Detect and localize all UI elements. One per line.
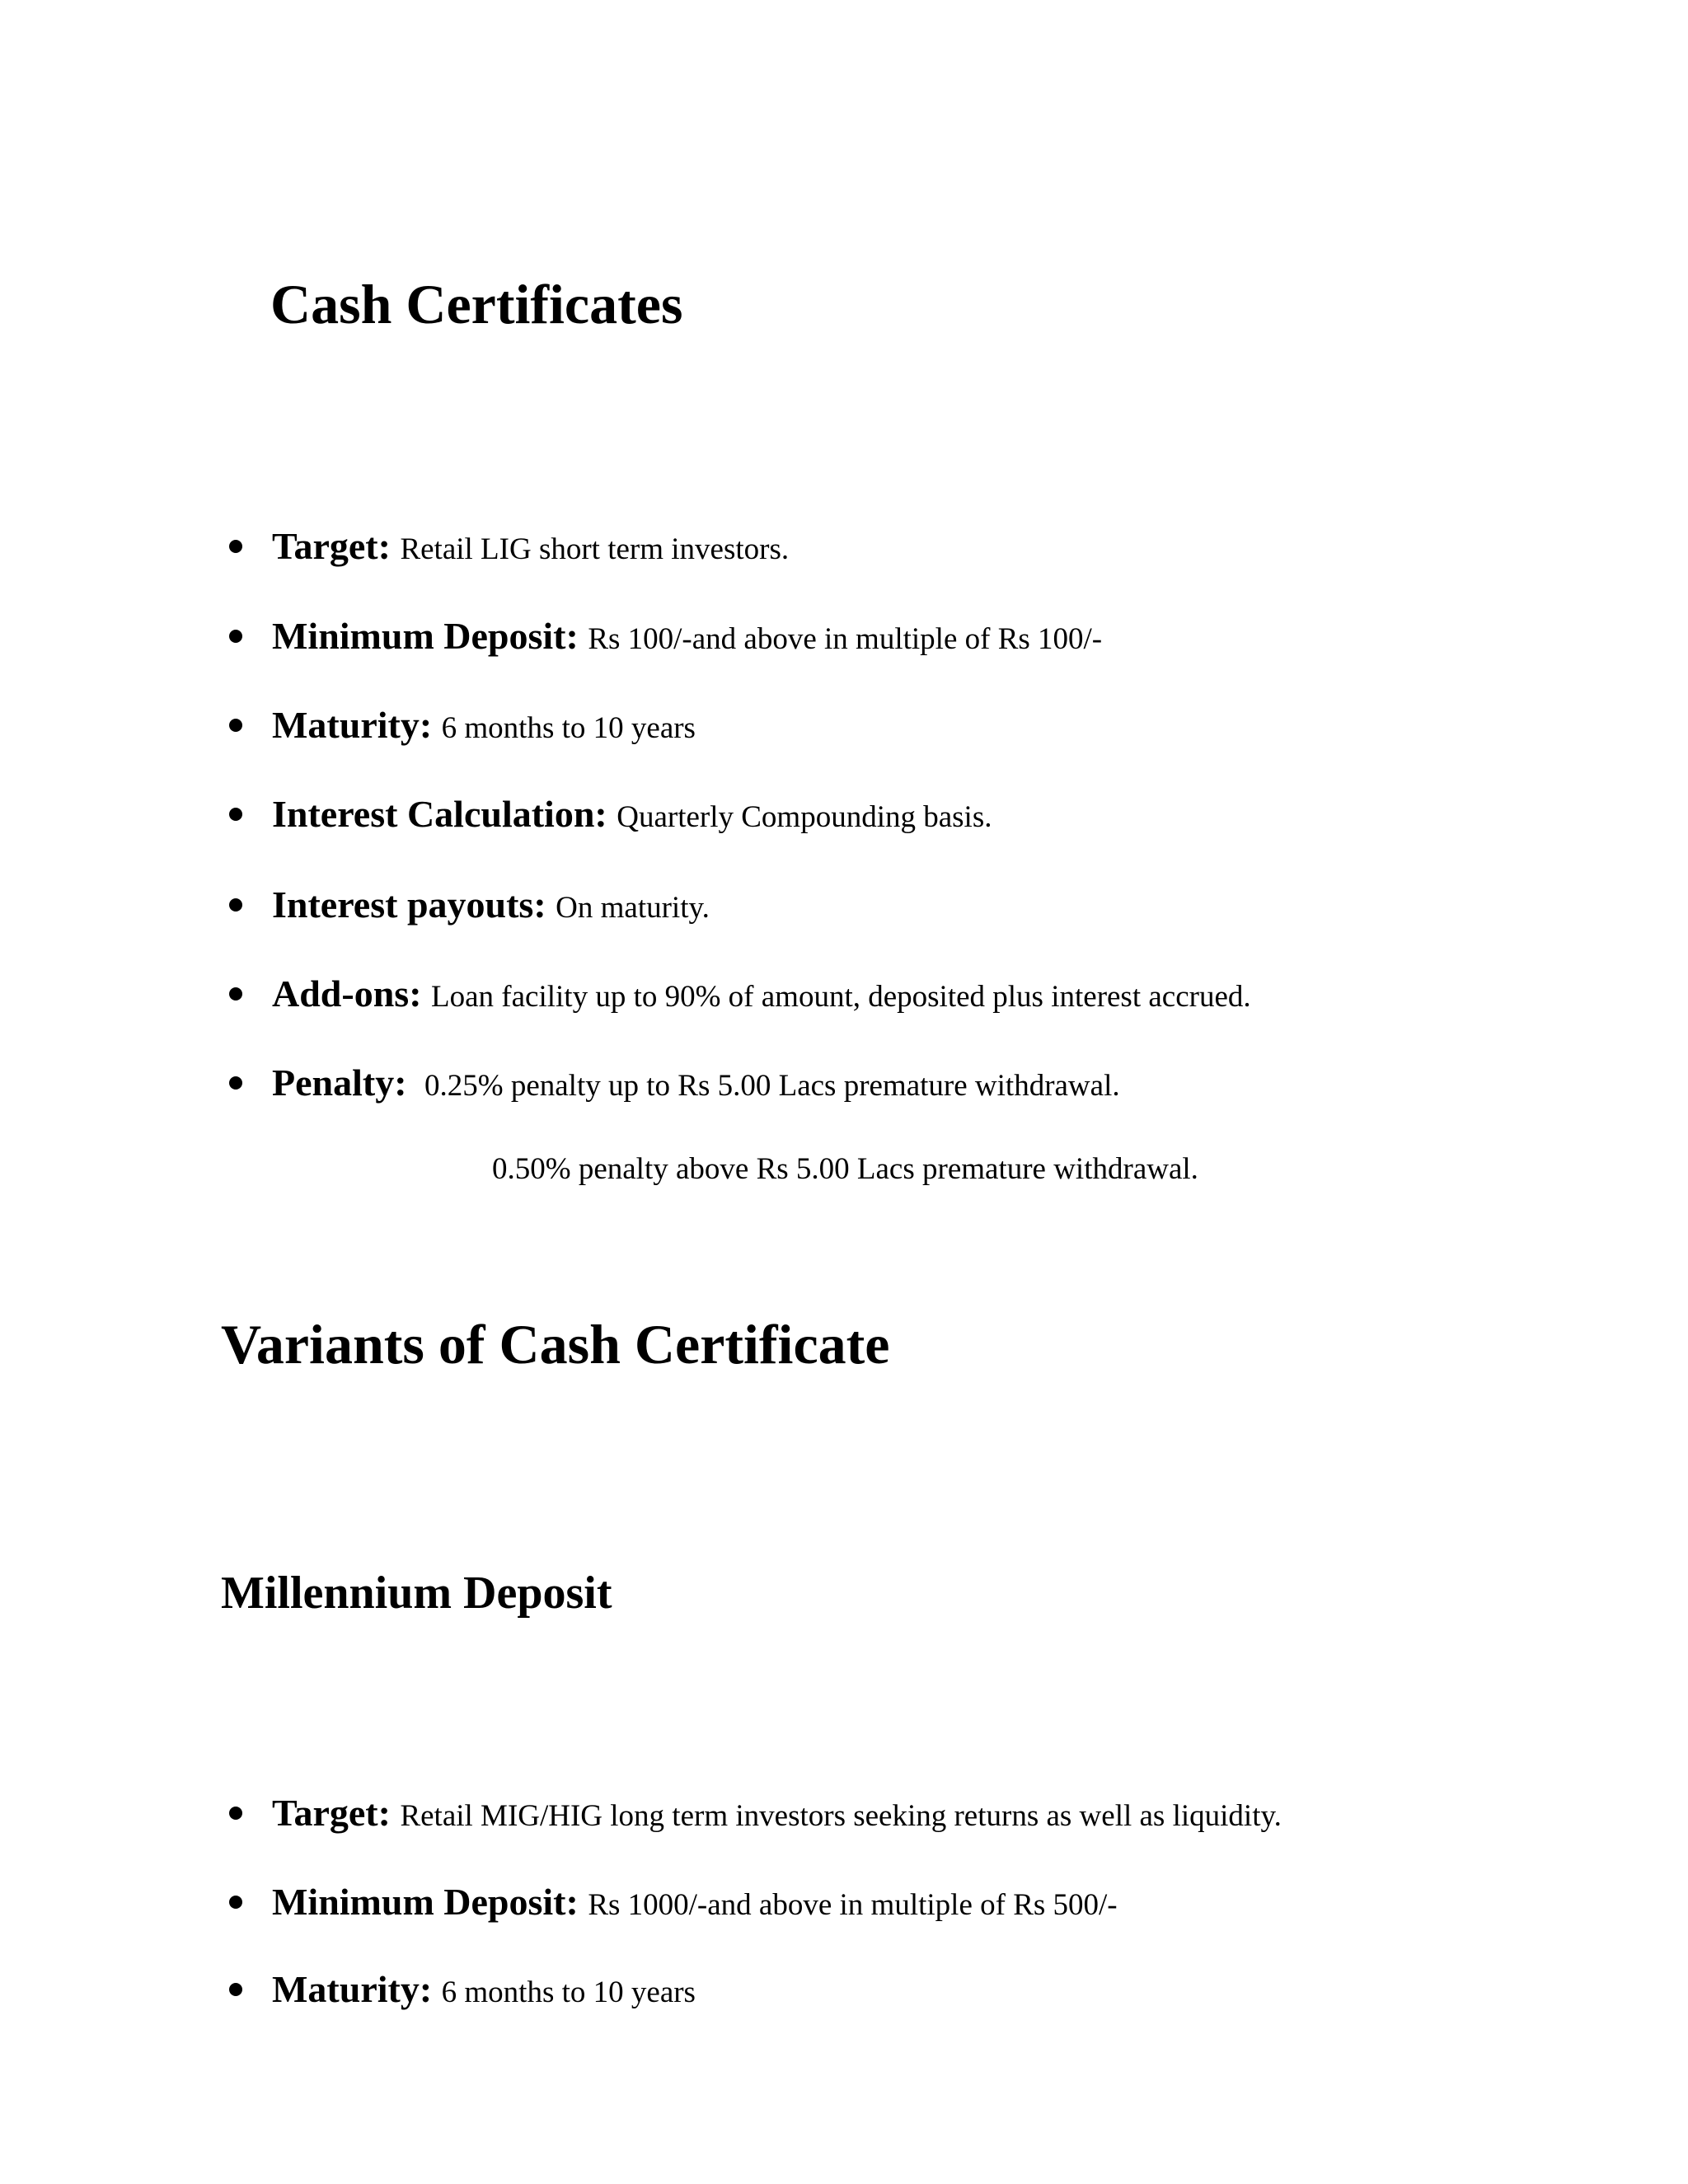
item-label: Minimum Deposit: [272,615,588,657]
item-value: Retail LIG short term investors. [400,532,790,566]
list-item [272,795,992,833]
item-label: Maturity: [272,1968,442,2010]
list-item [272,1883,1118,1921]
bullet-icon [229,1076,242,1090]
list-item [272,972,1251,1015]
list-item [272,706,696,744]
item-label: Target: [272,525,401,567]
bullet-icon [229,630,242,643]
bullet-icon [229,540,242,553]
bullet-icon [229,1983,242,1996]
item-label: Maturity: [272,704,442,746]
item-label: Interest Calculation: [272,793,617,835]
item-value: Rs 100/-and above in multiple of Rs 100/- [588,622,1103,656]
item-value: Retail MIG/HIG long term investors seeking returns as well as liquidity. [400,1799,1282,1833]
item-label: Penalty: [272,1062,417,1104]
list-item [272,1064,1120,1102]
list-item [272,527,789,565]
cash-certificates-heading: Cash Certificates [270,273,683,335]
variants-heading: Variants of Cash Certificate [221,1313,890,1376]
list-item [272,883,710,926]
item-label: Target: [272,1792,401,1834]
item-value: 0.25% penalty up to Rs 5.00 Lacs premature withdrawal. [424,1069,1120,1103]
item-value: Quarterly Compounding basis. [617,800,992,834]
bullet-icon [229,719,242,732]
item-value: Rs 1000/-and above in multiple of Rs 500/- [588,1888,1118,1922]
bullet-icon [229,987,242,1001]
item-label: Interest payouts: [272,883,556,926]
item-value: 6 months to 10 years [441,1975,696,2009]
item-label: Add-ons: [272,972,432,1015]
item-value: Loan facility up to 90% of amount, deposited plus interest accrued. [431,980,1251,1014]
item-value: 6 months to 10 years [441,711,696,745]
list-item [272,617,1102,655]
list-item [272,1794,1282,1832]
bullet-icon [229,1896,242,1909]
millennium-deposit-heading: Millennium Deposit [221,1568,612,1619]
bullet-icon [229,1807,242,1820]
bullet-icon [229,898,242,912]
item-value: On maturity. [556,891,710,925]
item-label: Minimum Deposit: [272,1881,588,1923]
bullet-icon [229,808,242,821]
penalty-continuation: 0.50% penalty above Rs 5.00 Lacs premature withdrawal. [492,1152,1198,1186]
list-item [272,1968,696,2010]
